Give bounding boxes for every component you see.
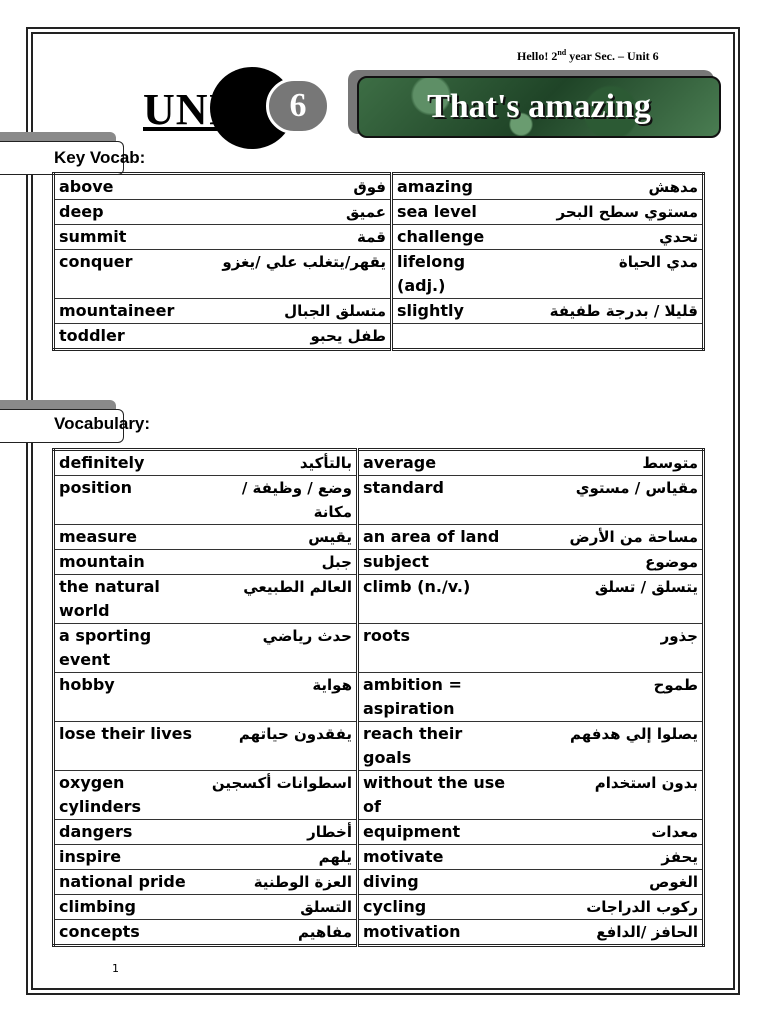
unit-title-banner (357, 76, 721, 138)
term-arabic: جذور (516, 624, 704, 673)
term-arabic: مدي الحياة (522, 250, 704, 299)
table-row (54, 200, 704, 225)
key-vocab-heading: Key Vocab: (54, 148, 146, 167)
term-arabic: طفل يحبو (184, 324, 392, 350)
term-english: mountaineer (54, 299, 184, 324)
table-row (54, 324, 704, 350)
header-note: Hello! 2nd year Sec. – Unit 6 (517, 48, 659, 63)
term-english: diving (358, 870, 516, 895)
term-english: cycling (358, 895, 516, 920)
term-arabic: حدث رياضي (204, 624, 358, 673)
term-english: average (358, 450, 516, 476)
term-english: amazing (392, 174, 522, 200)
table-row (54, 920, 704, 946)
term-english: climb (n./v.) (358, 575, 516, 624)
term-arabic: طموح (516, 673, 704, 722)
term-arabic: يصلوا إلي هدفهم (516, 722, 704, 771)
term-arabic: مدهش (522, 174, 704, 200)
term-arabic: قمة (184, 225, 392, 250)
term-english: slightly (392, 299, 522, 324)
term-english: motivation (358, 920, 516, 946)
table-row (54, 225, 704, 250)
term-english: oxygen cylinders (54, 771, 204, 820)
term-arabic: التسلق (204, 895, 358, 920)
term-english: roots (358, 624, 516, 673)
vocabulary-table (52, 448, 705, 947)
page-number: 1 (112, 962, 119, 975)
term-arabic: هواية (204, 673, 358, 722)
term-english: sea level (392, 200, 522, 225)
term-arabic: بدون استخدام (516, 771, 704, 820)
table-row (54, 575, 704, 624)
table-row (54, 299, 704, 324)
term-english: ambition = aspiration (358, 673, 516, 722)
term-arabic: العزة الوطنية (204, 870, 358, 895)
term-english: deep (54, 200, 184, 225)
term-english: toddler (54, 324, 184, 350)
term-arabic: يقهر/يتغلب علي /يغزو (184, 250, 392, 299)
term-english: an area of land (358, 525, 516, 550)
term-arabic: معدات (516, 820, 704, 845)
term-arabic: عميق (184, 200, 392, 225)
term-english: challenge (392, 225, 522, 250)
term-english: lifelong (adj.) (392, 250, 522, 299)
unit-word: UNIT (143, 85, 258, 134)
term-arabic: فوق (184, 174, 392, 200)
term-arabic: العالم الطبيعي (204, 575, 358, 624)
term-arabic: يفقدون حياتهم (204, 722, 358, 771)
term-arabic: وضع / وظيفة / مكانة (204, 476, 358, 525)
term-english: national pride (54, 870, 204, 895)
vocabulary-heading: Vocabulary: (54, 414, 151, 433)
table-row (54, 525, 704, 550)
table-row (54, 450, 704, 476)
term-english: concepts (54, 920, 204, 946)
table-row (54, 250, 704, 299)
table-row (54, 870, 704, 895)
term-arabic: مفاهيم (204, 920, 358, 946)
table-row (54, 174, 704, 200)
term-arabic: يتسلق / تسلق (516, 575, 704, 624)
term-arabic: مساحة من الأرض (516, 525, 704, 550)
term-arabic: أخطار (204, 820, 358, 845)
term-english: dangers (54, 820, 204, 845)
term-arabic: مقياس / مستوي (516, 476, 704, 525)
term-english: definitely (54, 450, 204, 476)
term-arabic: الغوص (516, 870, 704, 895)
term-arabic: يقيس (204, 525, 358, 550)
term-arabic: ركوب الدراجات (516, 895, 704, 920)
term-english: without the use of (358, 771, 516, 820)
term-english: mountain (54, 550, 204, 575)
table-row (54, 722, 704, 771)
term-english: climbing (54, 895, 204, 920)
table-row (54, 673, 704, 722)
unit-number: 6 (266, 78, 330, 134)
table-row (54, 771, 704, 820)
term-english: the natural world (54, 575, 204, 624)
term-arabic: متسلق الجبال (184, 299, 392, 324)
term-english: measure (54, 525, 204, 550)
table-row (54, 624, 704, 673)
unit-title: That's amazing (427, 88, 651, 125)
term-english: above (54, 174, 184, 200)
term-english: equipment (358, 820, 516, 845)
term-arabic: يلهم (204, 845, 358, 870)
table-row (54, 845, 704, 870)
term-english: motivate (358, 845, 516, 870)
table-row (54, 476, 704, 525)
term-english: lose their lives (54, 722, 204, 771)
term-english: position (54, 476, 204, 525)
table-row (54, 550, 704, 575)
term-arabic (522, 324, 704, 350)
term-arabic: قليلا / بدرجة طفيفة (522, 299, 704, 324)
term-english: summit (54, 225, 184, 250)
term-arabic: متوسط (516, 450, 704, 476)
key-vocab-table (52, 172, 705, 351)
term-arabic: الحافز /الدافع (516, 920, 704, 946)
term-english: a sporting event (54, 624, 204, 673)
term-english: inspire (54, 845, 204, 870)
term-arabic: موضوع (516, 550, 704, 575)
term-english (392, 324, 522, 350)
table-row (54, 820, 704, 845)
term-arabic: مستوي سطح البحر (522, 200, 704, 225)
table-row (54, 895, 704, 920)
term-english: hobby (54, 673, 204, 722)
term-english: conquer (54, 250, 184, 299)
term-english: subject (358, 550, 516, 575)
term-arabic: جبل (204, 550, 358, 575)
term-english: reach their goals (358, 722, 516, 771)
term-arabic: اسطوانات أكسجين (204, 771, 358, 820)
term-english: standard (358, 476, 516, 525)
term-arabic: بالتأكيد (204, 450, 358, 476)
term-arabic: تحدي (522, 225, 704, 250)
term-arabic: يحفز (516, 845, 704, 870)
